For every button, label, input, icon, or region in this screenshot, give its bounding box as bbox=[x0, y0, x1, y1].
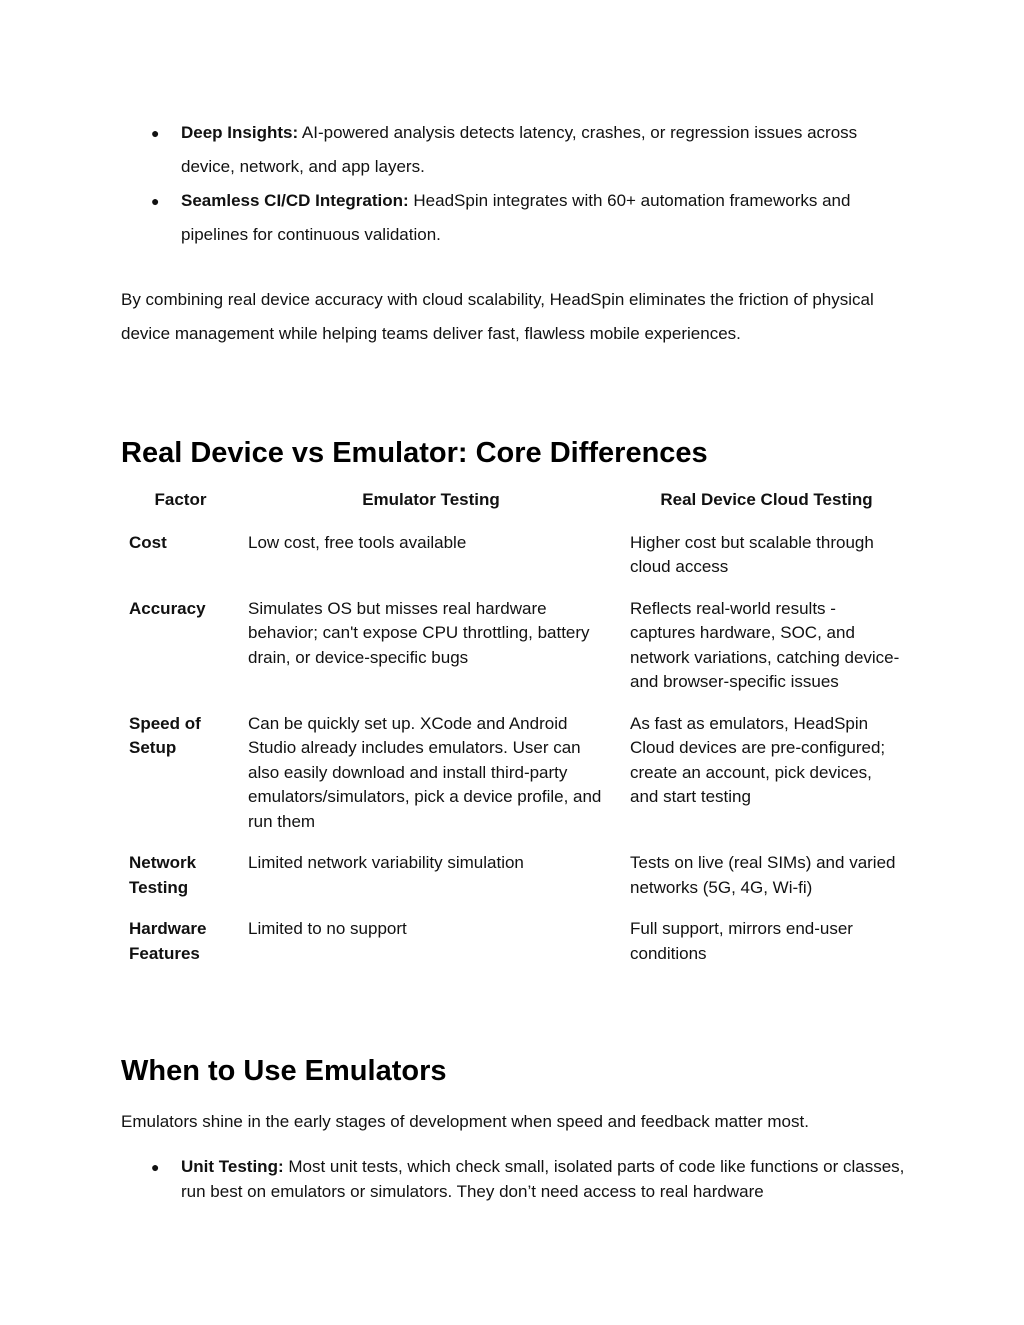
table-row bbox=[121, 531, 911, 597]
when-bullet-list bbox=[121, 1155, 911, 1204]
when-to-use-heading: When to Use Emulators bbox=[121, 1055, 447, 1087]
list-item bbox=[121, 116, 911, 184]
bullet-icon: ● bbox=[151, 1159, 160, 1175]
table-row bbox=[121, 851, 911, 917]
table-row bbox=[121, 712, 911, 852]
emulator-cell: Simulates OS but misses real hardware behavior; can't expose CPU throttling, battery drain, or device-specific bugs bbox=[248, 598, 590, 667]
real-device-cell: Full support, mirrors end-user conditions bbox=[630, 919, 853, 963]
bullet-label: Deep Insights: bbox=[181, 123, 299, 142]
factor-cell: Cost bbox=[129, 532, 167, 552]
column-header-real-device: Real Device Cloud Testing bbox=[660, 490, 873, 509]
column-header-factor: Factor bbox=[154, 490, 207, 509]
bullet-text: Most unit tests, which check small, isolated parts of code like functions or classes, run best on emulators or simulators. They don’t need access to real hardware bbox=[181, 1157, 905, 1201]
column-header-emulator: Emulator Testing bbox=[362, 490, 500, 509]
factor-cell: Hardware Features bbox=[129, 919, 207, 963]
emulator-cell: Limited to no support bbox=[248, 919, 407, 938]
emulator-cell: Limited network variability simulation bbox=[248, 853, 524, 872]
emulator-cell: Low cost, free tools available bbox=[248, 532, 467, 552]
bullet-icon: ● bbox=[151, 125, 160, 141]
list-item bbox=[121, 1155, 911, 1204]
emulator-cell: Can be quickly set up. XCode and Android Studio already includes emulators. User can also easily download and install third-party emulators/simulators, pick a device profile, and run them bbox=[248, 713, 602, 831]
comparison-heading: Real Device vs Emulator: Core Differences bbox=[121, 437, 708, 469]
bullet-text: AI-powered analysis detects latency, crashes, or regression issues across device, network, and app layers. bbox=[181, 123, 858, 176]
bullet-text: HeadSpin integrates with 60+ automation frameworks and pipelines for continuous validation. bbox=[181, 191, 851, 244]
table-row bbox=[121, 917, 911, 983]
factor-cell: Accuracy bbox=[129, 598, 206, 618]
factor-cell: Speed of Setup bbox=[129, 713, 201, 757]
factor-cell: Network Testing bbox=[129, 853, 197, 897]
real-device-cell: As fast as emulators, HeadSpin Cloud devices are pre-configured; create an account, pick devices, and start testing bbox=[630, 713, 886, 806]
bullet-icon: ● bbox=[151, 193, 160, 209]
table-row bbox=[121, 597, 911, 712]
feature-bullet-list bbox=[121, 116, 911, 252]
list-item bbox=[121, 184, 911, 252]
real-device-cell: Higher cost but scalable through cloud access bbox=[630, 532, 874, 576]
bullet-label: Seamless CI/CD Integration: bbox=[181, 191, 409, 210]
bullet-label: Unit Testing: bbox=[181, 1157, 284, 1176]
when-intro-paragraph: Emulators shine in the early stages of development when speed and feedback matter most. bbox=[121, 1112, 809, 1131]
table-header-row bbox=[121, 486, 911, 531]
real-device-cell: Tests on live (real SIMs) and varied networks (5G, 4G, Wi-fi) bbox=[630, 853, 896, 897]
real-device-cell: Reflects real-world results - captures hardware, SOC, and network variations, catching device- and browser-specific issues bbox=[630, 598, 900, 691]
intro-paragraph: By combining real device accuracy with cloud scalability, HeadSpin eliminates the friction of physical device management while helping teams deliver fast, flawless mobile experiences. bbox=[121, 290, 874, 343]
comparison-table bbox=[121, 486, 911, 983]
